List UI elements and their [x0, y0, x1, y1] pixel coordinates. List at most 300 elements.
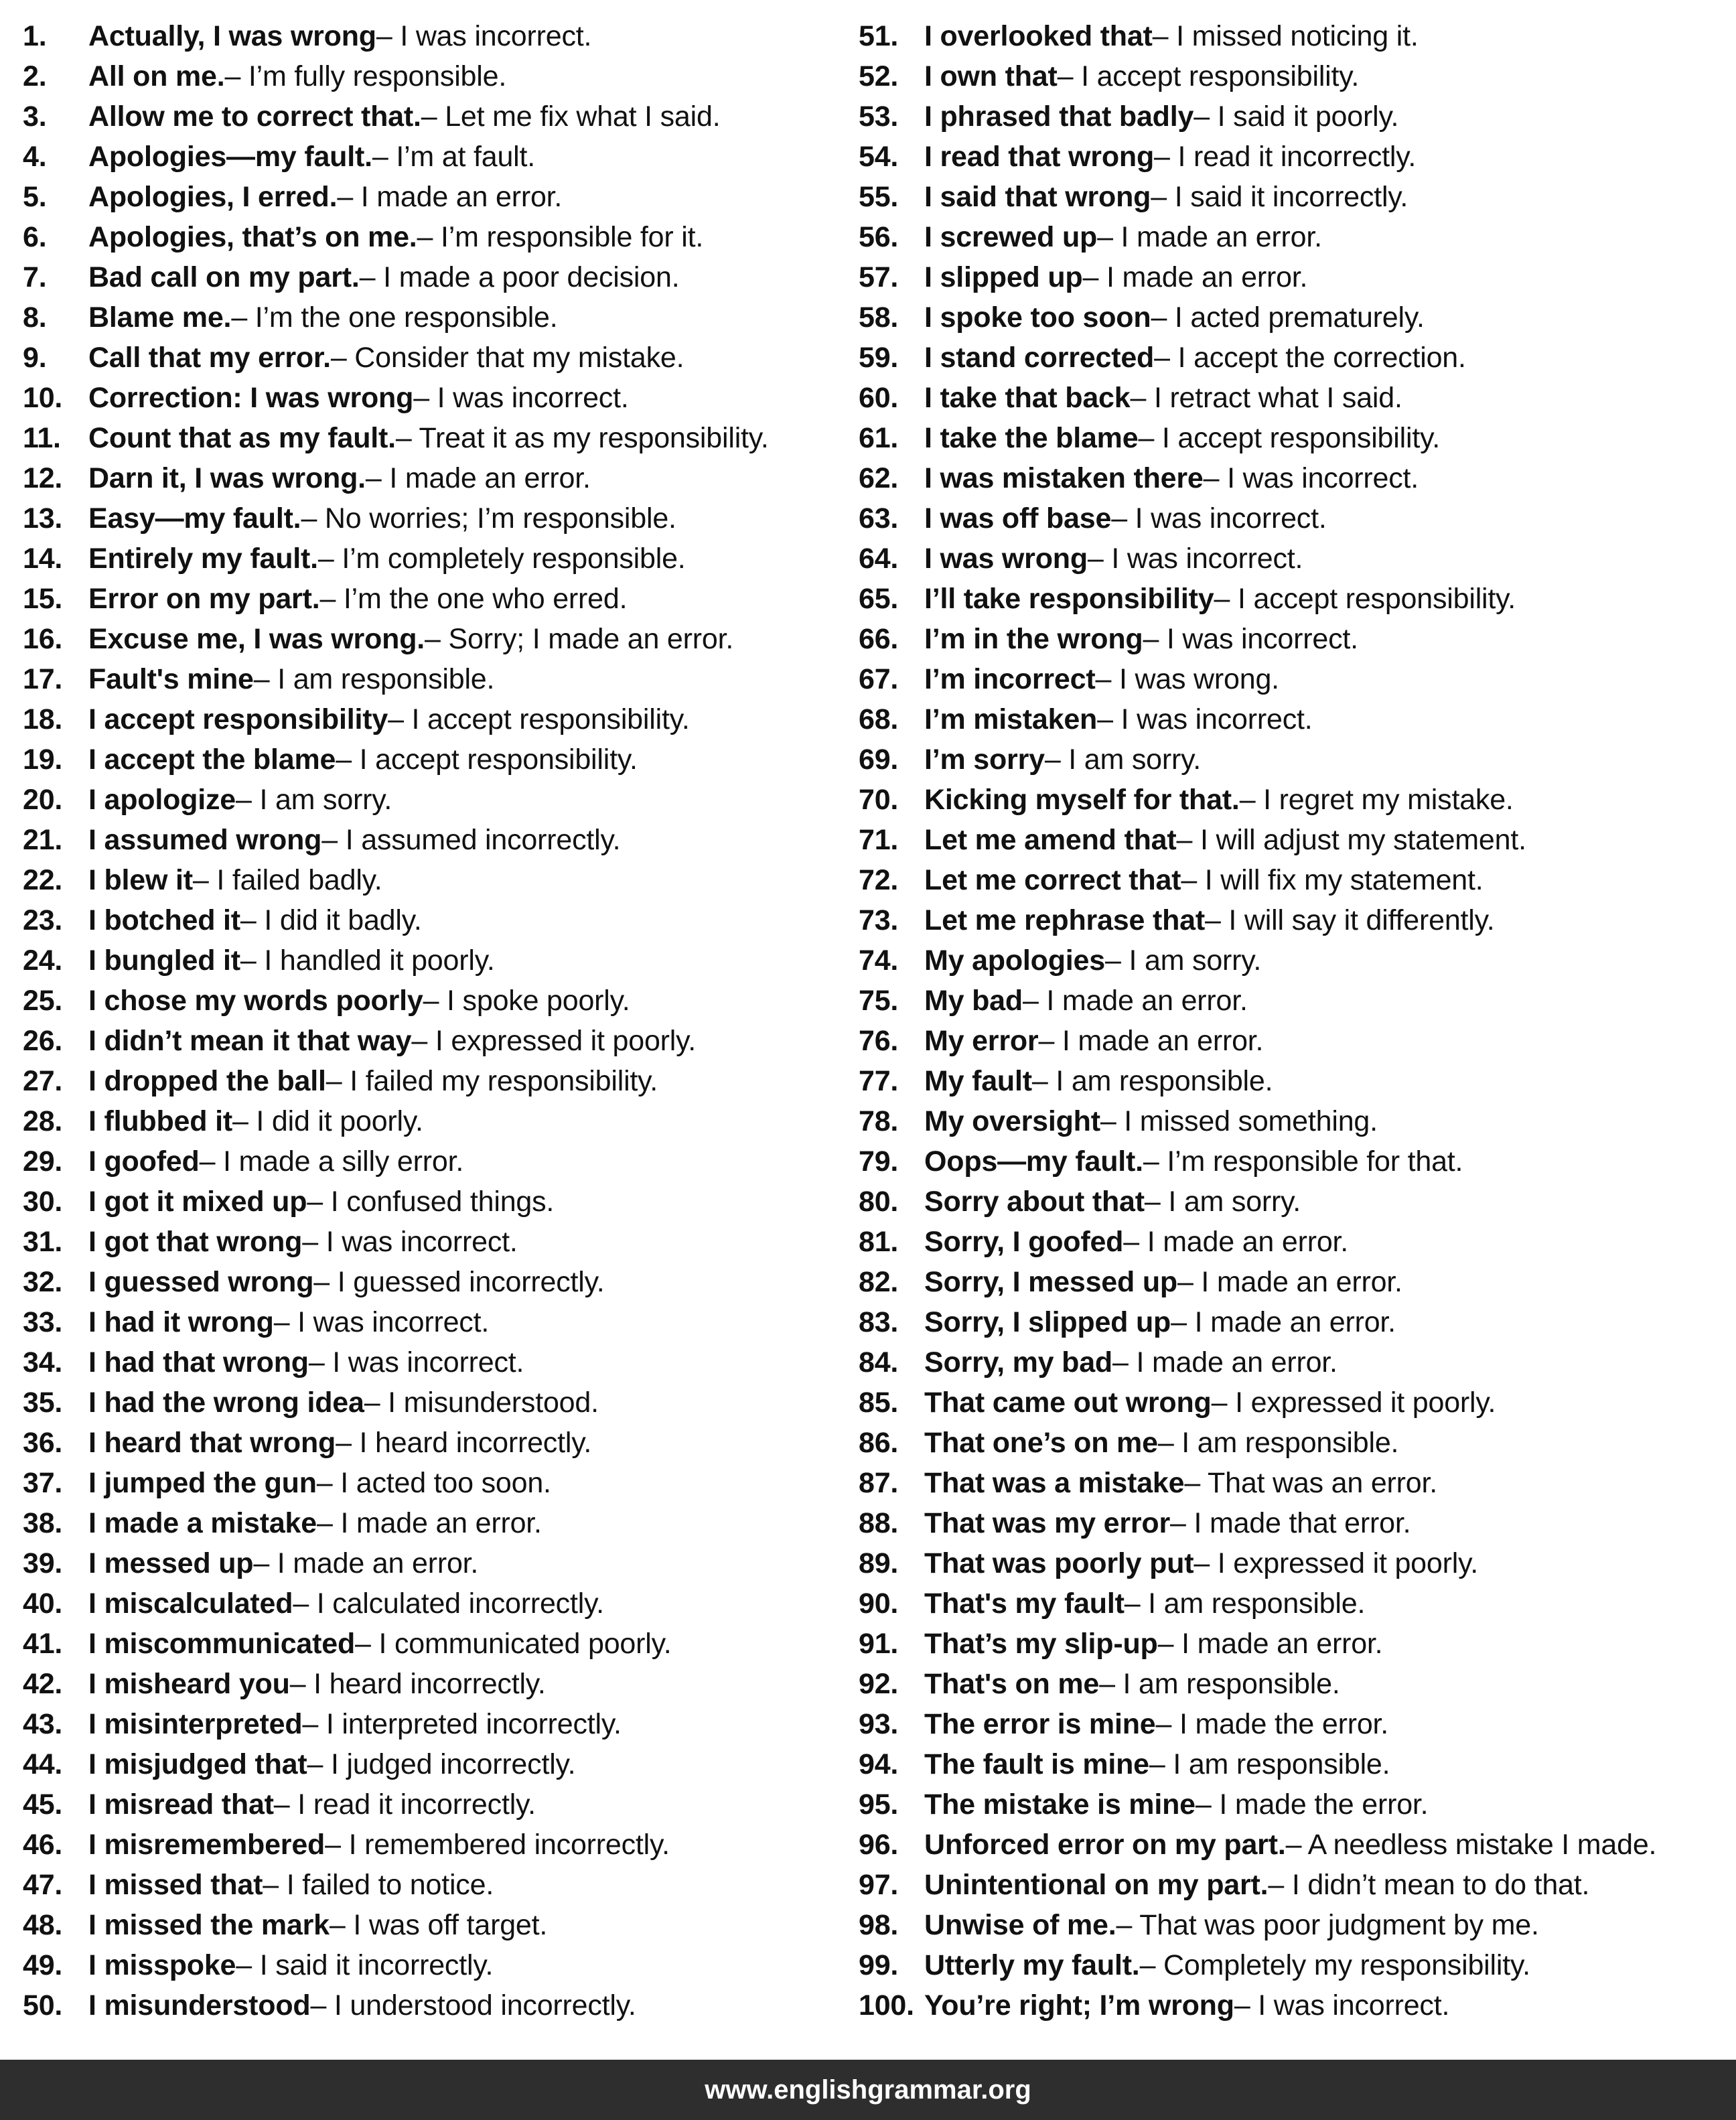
item-meaning: – I am sorry. — [235, 783, 392, 816]
item-number: 100. — [859, 1989, 914, 2022]
item-number: 79. — [859, 1145, 899, 1178]
item-meaning: – I misunderstood. — [364, 1386, 599, 1419]
item-phrase: I own that — [924, 60, 1058, 92]
item-number: 35. — [23, 1386, 63, 1419]
item-meaning: – I am responsible. — [1157, 1426, 1399, 1459]
item-phrase: I misspoke — [88, 1949, 236, 1981]
item-meaning: – I am responsible. — [1124, 1587, 1366, 1620]
item-meaning: – I made the error. — [1155, 1707, 1389, 1740]
item-meaning: – I did it badly. — [240, 904, 422, 936]
item-meaning: – I was incorrect. — [273, 1305, 490, 1338]
item-meaning: – I am responsible. — [1031, 1064, 1273, 1097]
item-number: 45. — [23, 1788, 63, 1821]
list-item — [23, 1182, 853, 1222]
list-item — [859, 257, 1723, 297]
item-meaning: – I was incorrect. — [308, 1346, 524, 1379]
item-meaning: – I missed noticing it. — [1152, 19, 1419, 52]
item-number: 2. — [23, 60, 47, 92]
list-item — [859, 900, 1723, 940]
item-number: 81. — [859, 1225, 899, 1258]
item-number: 33. — [23, 1305, 63, 1338]
list-item — [23, 579, 853, 619]
item-number: 59. — [859, 341, 899, 374]
list-item — [23, 981, 853, 1021]
item-phrase: My apologies — [924, 944, 1105, 977]
list-item — [23, 1543, 853, 1583]
list-item — [23, 16, 853, 56]
list-item — [859, 1985, 1723, 2026]
list-item — [859, 1664, 1723, 1704]
item-meaning: – I am sorry. — [1044, 743, 1201, 776]
list-item — [23, 1383, 853, 1423]
item-number: 78. — [859, 1105, 899, 1137]
list-item — [23, 1744, 853, 1784]
item-number: 67. — [859, 662, 899, 695]
item-meaning: – I heard incorrectly. — [336, 1426, 592, 1459]
item-number: 51. — [859, 19, 899, 52]
item-phrase: I stand corrected — [924, 341, 1155, 374]
item-phrase: I’m mistaken — [924, 703, 1098, 735]
item-meaning: – I confused things. — [307, 1185, 555, 1218]
phrase-list-left-column — [23, 16, 853, 2026]
list-item — [23, 137, 853, 177]
item-phrase: I misread that — [88, 1788, 274, 1821]
item-phrase: Utterly my fault. — [924, 1949, 1140, 1981]
item-phrase: I’m sorry — [924, 743, 1045, 776]
item-meaning: – I accept responsibility. — [388, 703, 690, 735]
item-phrase: Let me rephrase that — [924, 904, 1205, 936]
item-number: 54. — [859, 140, 899, 173]
list-item — [23, 1222, 853, 1262]
item-phrase: You’re right; I’m wrong — [924, 1989, 1234, 2022]
item-number: 29. — [23, 1145, 63, 1178]
footer-website: www.englishgrammar.org — [705, 2074, 1031, 2105]
item-number: 4. — [23, 140, 47, 173]
item-meaning: – I acted too soon. — [316, 1466, 551, 1499]
item-number: 82. — [859, 1265, 899, 1298]
item-phrase: Apologies—my fault. — [88, 140, 372, 173]
item-meaning: – I made an error. — [253, 1547, 479, 1579]
item-number: 27. — [23, 1064, 63, 1097]
item-number: 22. — [23, 863, 63, 896]
item-phrase: I guessed wrong — [88, 1265, 314, 1298]
item-phrase: The fault is mine — [924, 1748, 1149, 1780]
item-meaning: – I made a poor decision. — [359, 261, 680, 293]
item-meaning: – That was poor judgment by me. — [1116, 1908, 1539, 1941]
list-item — [23, 739, 853, 780]
item-meaning: – I assumed incorrectly. — [321, 823, 621, 856]
list-item — [23, 1021, 853, 1061]
list-item — [859, 458, 1723, 498]
item-meaning: – I expressed it poorly. — [1194, 1547, 1478, 1579]
item-phrase: I got it mixed up — [88, 1185, 307, 1218]
item-number: 32. — [23, 1265, 63, 1298]
item-meaning: – I read it incorrectly. — [1154, 140, 1417, 173]
item-meaning: – I guessed incorrectly. — [313, 1265, 605, 1298]
item-meaning: – I am sorry. — [1104, 944, 1262, 977]
list-item — [859, 1021, 1723, 1061]
phrase-list-right-column — [859, 16, 1723, 2026]
item-meaning: – I spoke poorly. — [423, 984, 630, 1017]
item-meaning: – Treat it as my responsibility. — [395, 421, 769, 454]
item-phrase: I misunderstood — [88, 1989, 311, 2022]
item-number: 47. — [23, 1868, 63, 1901]
list-item — [23, 1865, 853, 1905]
item-meaning: – I didn’t mean to do that. — [1268, 1868, 1590, 1901]
item-number: 90. — [859, 1587, 899, 1620]
item-meaning: – I will adjust my statement. — [1176, 823, 1526, 856]
item-number: 1. — [23, 19, 47, 52]
item-number: 41. — [23, 1627, 63, 1660]
item-number: 48. — [23, 1908, 63, 1941]
list-item — [859, 297, 1723, 338]
list-item — [859, 981, 1723, 1021]
item-number: 49. — [23, 1949, 63, 1981]
item-number: 40. — [23, 1587, 63, 1620]
item-meaning: – I was incorrect. — [1203, 462, 1419, 494]
item-number: 46. — [23, 1828, 63, 1861]
list-item — [23, 900, 853, 940]
item-number: 15. — [23, 582, 63, 615]
item-meaning: – I was incorrect. — [302, 1225, 518, 1258]
list-item — [23, 96, 853, 137]
item-number: 56. — [859, 220, 899, 253]
item-phrase: I made a mistake — [88, 1506, 317, 1539]
list-item — [23, 1945, 853, 1985]
item-phrase: I’m incorrect — [924, 662, 1096, 695]
item-meaning: – I failed to notice. — [263, 1868, 494, 1901]
item-number: 60. — [859, 381, 899, 414]
item-meaning: – I made an error. — [317, 1506, 542, 1539]
item-phrase: I was off base — [924, 502, 1112, 535]
list-item — [859, 1905, 1723, 1945]
item-phrase: Sorry, I slipped up — [924, 1305, 1171, 1338]
item-number: 76. — [859, 1024, 899, 1057]
item-number: 42. — [23, 1667, 63, 1700]
item-meaning: – I am responsible. — [1149, 1748, 1390, 1780]
list-item — [859, 1784, 1723, 1825]
list-item — [859, 418, 1723, 458]
item-meaning: – I’m at fault. — [372, 140, 536, 173]
item-number: 94. — [859, 1748, 899, 1780]
item-phrase: I bungled it — [88, 944, 240, 977]
item-phrase: I botched it — [88, 904, 240, 936]
list-item — [23, 458, 853, 498]
item-phrase: That came out wrong — [924, 1386, 1212, 1419]
item-phrase: That's on me — [924, 1667, 1100, 1700]
item-number: 11. — [23, 421, 61, 454]
item-number: 43. — [23, 1707, 63, 1740]
item-number: 89. — [859, 1547, 899, 1579]
item-meaning: – I failed my responsibility. — [326, 1064, 658, 1097]
list-item — [859, 16, 1723, 56]
item-phrase: I miscalculated — [88, 1587, 293, 1620]
list-item — [859, 1302, 1723, 1342]
list-item — [23, 860, 853, 900]
item-meaning: – I made the error. — [1195, 1788, 1429, 1821]
item-number: 8. — [23, 301, 47, 334]
item-number: 21. — [23, 823, 63, 856]
list-item — [859, 659, 1723, 699]
item-meaning: – I was incorrect. — [1087, 542, 1303, 575]
list-item — [23, 539, 853, 579]
list-item — [23, 1141, 853, 1182]
item-meaning: – I made an error. — [1177, 1265, 1402, 1298]
item-phrase: Oops—my fault. — [924, 1145, 1143, 1178]
item-phrase: I was mistaken there — [924, 462, 1204, 494]
item-phrase: Darn it, I was wrong. — [88, 462, 366, 494]
item-number: 86. — [859, 1426, 899, 1459]
item-number: 44. — [23, 1748, 63, 1780]
item-phrase: Call that my error. — [88, 341, 331, 374]
list-item — [23, 257, 853, 297]
item-number: 69. — [859, 743, 899, 776]
item-number: 10. — [23, 381, 63, 414]
item-number: 16. — [23, 622, 63, 655]
item-meaning: – I retract what I said. — [1130, 381, 1402, 414]
list-item — [23, 1905, 853, 1945]
item-phrase: My error — [924, 1024, 1039, 1057]
item-meaning: – I remembered incorrectly. — [325, 1828, 670, 1861]
item-phrase: I’m in the wrong — [924, 622, 1143, 655]
item-meaning: – No worries; I’m responsible. — [301, 502, 676, 535]
item-number: 61. — [859, 421, 899, 454]
item-meaning: – I made an error. — [337, 180, 563, 213]
list-item — [23, 1302, 853, 1342]
item-number: 37. — [23, 1466, 63, 1499]
list-item — [23, 56, 853, 96]
item-number: 14. — [23, 542, 63, 575]
list-item — [859, 1383, 1723, 1423]
item-meaning: – I made an error. — [365, 462, 591, 494]
list-item — [23, 1825, 853, 1865]
item-phrase: The mistake is mine — [924, 1788, 1196, 1821]
item-phrase: I misremembered — [88, 1828, 326, 1861]
item-meaning: – I am responsible. — [1099, 1667, 1340, 1700]
list-item — [859, 619, 1723, 659]
item-phrase: Apologies, I erred. — [88, 180, 338, 213]
list-item — [23, 1704, 853, 1744]
item-phrase: Easy—my fault. — [88, 502, 301, 535]
list-item — [859, 56, 1723, 96]
list-item — [859, 96, 1723, 137]
list-item — [859, 1463, 1723, 1503]
list-item — [23, 297, 853, 338]
list-item — [859, 579, 1723, 619]
list-item — [859, 739, 1723, 780]
list-item — [23, 820, 853, 860]
item-phrase: I take the blame — [924, 421, 1139, 454]
item-meaning: – I will fix my statement. — [1181, 863, 1484, 896]
list-item — [859, 498, 1723, 539]
list-item — [859, 1704, 1723, 1744]
list-item — [859, 1945, 1723, 1985]
list-item — [23, 1101, 853, 1141]
list-item — [23, 1583, 853, 1624]
item-meaning: – Sorry; I made an error. — [425, 622, 734, 655]
item-phrase: I read that wrong — [924, 140, 1155, 173]
item-meaning: – I expressed it poorly. — [411, 1024, 697, 1057]
item-meaning: – I’m responsible for it. — [417, 220, 704, 253]
item-number: 26. — [23, 1024, 63, 1057]
item-number: 87. — [859, 1466, 899, 1499]
item-meaning: – I failed badly. — [192, 863, 382, 896]
item-phrase: That was a mistake — [924, 1466, 1185, 1499]
item-meaning: – That was an error. — [1184, 1466, 1437, 1499]
item-phrase: Unintentional on my part. — [924, 1868, 1269, 1901]
list-item — [23, 1624, 853, 1664]
item-phrase: I accept the blame — [88, 743, 336, 776]
item-phrase: I missed the mark — [88, 1908, 330, 1941]
item-meaning: – I am sorry. — [1144, 1185, 1301, 1218]
item-number: 53. — [859, 100, 899, 133]
item-number: 96. — [859, 1828, 899, 1861]
item-phrase: I screwed up — [924, 220, 1098, 253]
item-phrase: Let me correct that — [924, 863, 1181, 896]
item-phrase: That's my fault — [924, 1587, 1125, 1620]
item-number: 80. — [859, 1185, 899, 1218]
list-item — [859, 820, 1723, 860]
item-number: 31. — [23, 1225, 63, 1258]
item-meaning: – Let me fix what I said. — [421, 100, 721, 133]
list-item — [859, 177, 1723, 217]
list-item — [859, 1503, 1723, 1543]
item-number: 63. — [859, 502, 899, 535]
item-number: 97. — [859, 1868, 899, 1901]
item-phrase: My bad — [924, 984, 1023, 1017]
list-item — [859, 378, 1723, 418]
item-phrase: I got that wrong — [88, 1225, 303, 1258]
item-phrase: Correction: I was wrong — [88, 381, 414, 414]
item-meaning: – I made an error. — [1082, 261, 1308, 293]
list-item — [23, 177, 853, 217]
item-number: 7. — [23, 261, 47, 293]
item-phrase: I missed that — [88, 1868, 263, 1901]
item-phrase: I misheard you — [88, 1667, 290, 1700]
item-number: 66. — [859, 622, 899, 655]
item-phrase: Bad call on my part. — [88, 261, 360, 293]
item-meaning: – I made an error. — [1038, 1024, 1264, 1057]
item-number: 74. — [859, 944, 899, 977]
item-phrase: Sorry, I goofed — [924, 1225, 1124, 1258]
list-item — [859, 1624, 1723, 1664]
list-item — [859, 699, 1723, 739]
item-number: 36. — [23, 1426, 63, 1459]
item-meaning: – I’m responsible for that. — [1143, 1145, 1463, 1178]
item-phrase: Allow me to correct that. — [88, 100, 421, 133]
item-phrase: Unwise of me. — [924, 1908, 1116, 1941]
item-meaning: – I accept responsibility. — [1138, 421, 1440, 454]
item-meaning: – I was incorrect. — [1143, 622, 1358, 655]
item-number: 18. — [23, 703, 63, 735]
item-number: 50. — [23, 1989, 63, 2022]
list-item — [23, 699, 853, 739]
item-meaning: – I judged incorrectly. — [307, 1748, 576, 1780]
item-phrase: I jumped the gun — [88, 1466, 317, 1499]
item-phrase: That was poorly put — [924, 1547, 1194, 1579]
item-number: 83. — [859, 1305, 899, 1338]
item-meaning: – I interpreted incorrectly. — [302, 1707, 622, 1740]
list-item — [859, 1182, 1723, 1222]
item-meaning: – Completely my responsibility. — [1139, 1949, 1530, 1981]
list-item — [23, 378, 853, 418]
item-phrase: I slipped up — [924, 261, 1083, 293]
item-meaning: – I was incorrect. — [1111, 502, 1327, 535]
list-item — [859, 1543, 1723, 1583]
item-phrase: I had that wrong — [88, 1346, 309, 1379]
item-phrase: Actually, I was wrong — [88, 19, 376, 52]
item-meaning: – I was incorrect. — [413, 381, 629, 414]
list-item — [859, 1342, 1723, 1383]
footer-bar — [0, 2060, 1736, 2120]
list-item — [23, 1342, 853, 1383]
item-meaning: – I expressed it poorly. — [1211, 1386, 1496, 1419]
list-item — [859, 217, 1723, 257]
list-item — [23, 619, 853, 659]
item-meaning: – I made an error. — [1112, 1346, 1337, 1379]
item-number: 68. — [859, 703, 899, 735]
item-phrase: I had the wrong idea — [88, 1386, 364, 1419]
list-item — [23, 1985, 853, 2026]
item-meaning: – I was incorrect. — [1234, 1989, 1450, 2022]
item-number: 39. — [23, 1547, 63, 1579]
item-number: 23. — [23, 904, 63, 936]
item-phrase: I said that wrong — [924, 180, 1151, 213]
item-phrase: Fault's mine — [88, 662, 254, 695]
list-item — [23, 1784, 853, 1825]
list-item — [859, 860, 1723, 900]
list-item — [859, 1865, 1723, 1905]
item-number: 62. — [859, 462, 899, 494]
item-meaning: – I made an error. — [1097, 220, 1322, 253]
item-meaning: – I accept responsibility. — [1214, 582, 1516, 615]
list-item — [23, 418, 853, 458]
list-item — [859, 338, 1723, 378]
list-item — [859, 1744, 1723, 1784]
item-phrase: Kicking myself for that. — [924, 783, 1240, 816]
item-number: 72. — [859, 863, 899, 896]
item-meaning: – I’m completely responsible. — [317, 542, 686, 575]
item-number: 93. — [859, 1707, 899, 1740]
item-meaning: – I made an error. — [1171, 1305, 1396, 1338]
item-number: 28. — [23, 1105, 63, 1137]
item-meaning: – I made a silly error. — [199, 1145, 464, 1178]
item-meaning: – I said it poorly. — [1194, 100, 1399, 133]
item-number: 20. — [23, 783, 63, 816]
item-number: 64. — [859, 542, 899, 575]
item-phrase: Count that as my fault. — [88, 421, 396, 454]
item-phrase: Entirely my fault. — [88, 542, 318, 575]
item-meaning: – I will say it differently. — [1204, 904, 1495, 936]
item-meaning: – I am responsible. — [253, 662, 495, 695]
item-number: 98. — [859, 1908, 899, 1941]
item-number: 75. — [859, 984, 899, 1017]
item-number: 58. — [859, 301, 899, 334]
item-meaning: – I’m the one responsible. — [231, 301, 558, 334]
list-item — [23, 940, 853, 981]
item-phrase: Blame me. — [88, 301, 232, 334]
item-number: 77. — [859, 1064, 899, 1097]
item-meaning: – I did it poorly. — [232, 1105, 423, 1137]
item-meaning: – I handled it poorly. — [240, 944, 495, 977]
item-number: 57. — [859, 261, 899, 293]
list-item — [23, 1463, 853, 1503]
item-phrase: I had it wrong — [88, 1305, 274, 1338]
item-phrase: I misinterpreted — [88, 1707, 303, 1740]
item-phrase: I misjudged that — [88, 1748, 307, 1780]
list-item — [23, 659, 853, 699]
item-meaning: – I acted prematurely. — [1151, 301, 1425, 334]
